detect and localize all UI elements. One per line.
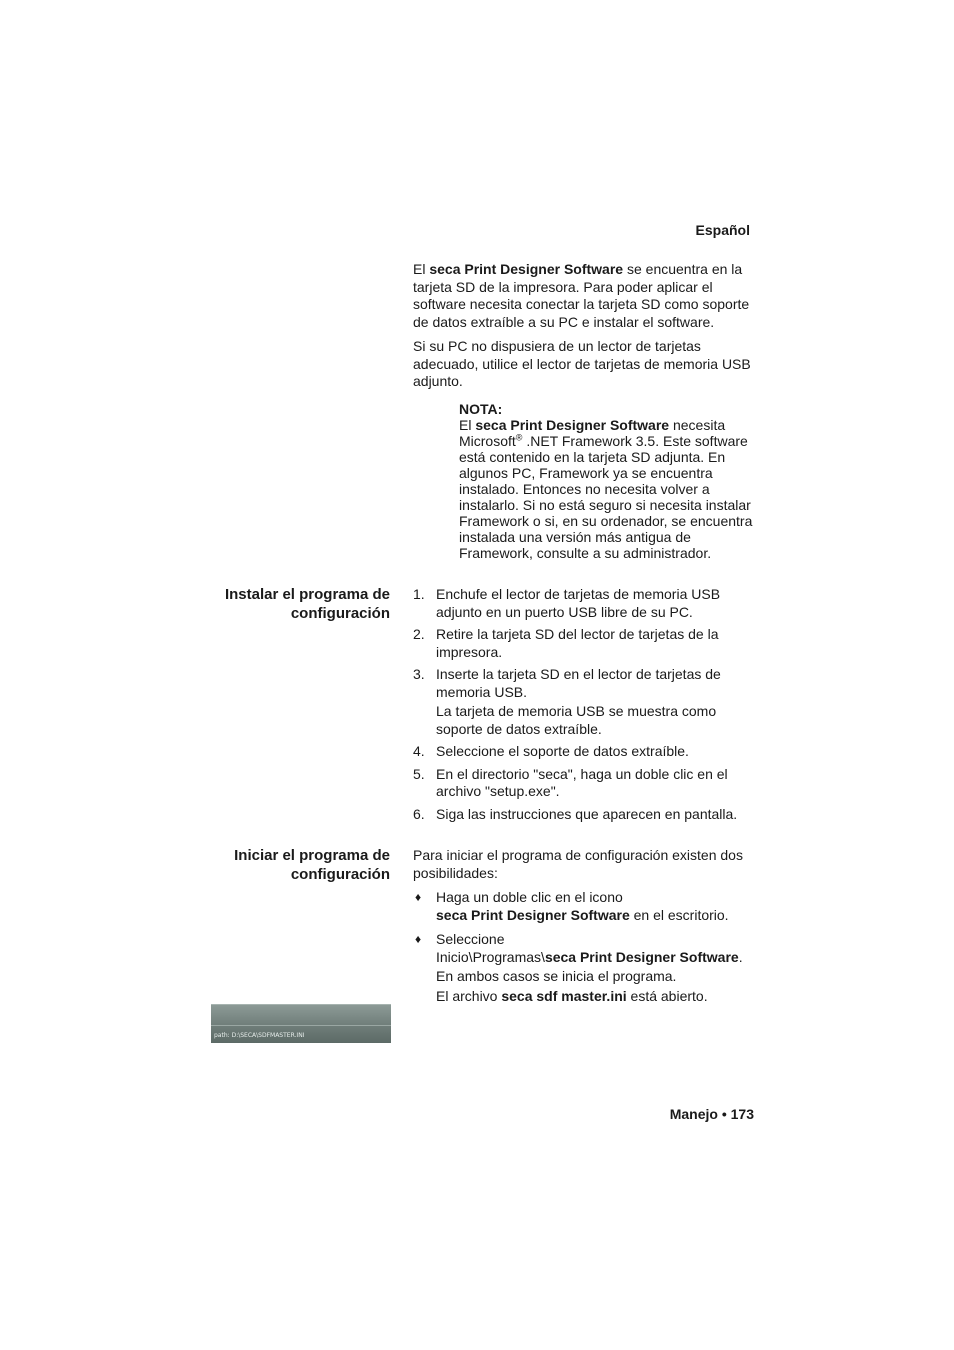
path-bar-divider (211, 1025, 391, 1026)
step-text: Siga las instrucciones que aparecen en pantalla. (436, 805, 738, 822)
path-bar-text: path: D:\SECA\SDFMASTER.INI (214, 1032, 305, 1039)
bullet-2-file-line (436, 988, 755, 1006)
bullet-1-post: en el escritorio. (629, 906, 729, 923)
step-number: 6. (413, 805, 425, 822)
step-number: 1. (413, 586, 425, 602)
start-intro: Para iniciar el programa de configuración existen dos posibilidades: (413, 847, 743, 881)
diamond-bullet-icon: ♦ (415, 890, 422, 904)
list-item (413, 586, 755, 621)
bullet-2-line2 (436, 949, 755, 967)
step-text: Retire la tarjeta SD del lector de tarjetas de la impresora. (436, 626, 719, 660)
install-heading-line1: Instalar el programa de (224, 586, 390, 603)
step-number: 5. (413, 765, 425, 782)
intro-paragraph-2: Si su PC no dispusiera de un lector de tarjetas adecuado, utilice el lector de tarjetas de memoria USB adjunto. (413, 338, 751, 389)
intro-section (413, 261, 755, 391)
install-heading-line2: configuración (290, 605, 390, 622)
list-item (413, 931, 755, 1005)
bullet-1-line2 (436, 907, 755, 925)
step-text: Inserte la tarjeta SD en el lector de tarjetas de memoria USB. (436, 666, 721, 700)
bullet-1-product-name: seca Print Designer Software (436, 906, 630, 923)
step-number: 3. (413, 666, 425, 682)
list-item (413, 766, 755, 801)
step-text: Enchufe el lector de tarjetas de memoria USB adjunto en un puerto USB libre de su PC. (436, 586, 721, 620)
step-note: La tarjeta de memoria USB se muestra como soporte de datos extraíble. (436, 703, 717, 737)
start-heading-line2: configuración (290, 866, 390, 883)
list-item (413, 666, 755, 738)
intro-text-pre: El (413, 261, 430, 277)
intro-paragraph-1 (413, 261, 755, 331)
step-number: 2. (413, 626, 425, 642)
note-text-pre: El (459, 417, 476, 433)
page-footer: Manejo • 173 (669, 1106, 754, 1122)
list-item (413, 889, 755, 924)
file-line-pre: El archivo (436, 987, 502, 1004)
note-product-name: seca Print Designer Software (475, 417, 670, 433)
bullet-2-product-name: seca Print Designer Software (544, 948, 739, 965)
start-heading-line1: Iniciar el programa de (234, 847, 390, 864)
language-header: Español (695, 222, 750, 238)
list-item (413, 626, 755, 661)
list-item (413, 806, 755, 824)
note-block (459, 401, 755, 561)
install-steps-list (413, 586, 755, 823)
list-item (413, 743, 755, 761)
bullet-2-post: . (738, 948, 743, 965)
step-text: Seleccione el soporte de datos extraíble. (436, 743, 689, 759)
file-line-post: está abierto. (626, 987, 708, 1004)
bullet-2-note: En ambos casos se inicia el programa. (436, 968, 677, 984)
start-heading (200, 846, 390, 884)
file-name: seca sdf master.ini (501, 987, 627, 1004)
note-text-post: .NET Framework 3.5. Este software está contenido en la tarjeta SD adjunta. En algunos PC, Framework ya se encuentra instalado. Entonces no necesita volver a instalarlo. Si no está seguro si necesita instalar Framework o si, en su ordenador, se encuentra instalada una versión más antigua de Framework, consulte a su administrador. (459, 433, 753, 561)
bullet-2-path: Inicio\Programas\ (436, 948, 545, 965)
bullet-2-line1: Seleccione (436, 931, 505, 947)
start-section (413, 847, 755, 1005)
diamond-bullet-icon: ♦ (415, 932, 422, 946)
intro-text-post: se encuentra en la tarjeta SD de la impresora. Para poder aplicar el software necesita conectar la tarjeta SD como soporte de datos extraíble a su PC e instalar el software. (413, 261, 750, 330)
install-heading (200, 585, 390, 623)
step-number: 4. (413, 743, 425, 759)
product-name: seca Print Designer Software (429, 261, 624, 277)
note-text-mid: necesita Microsoft (459, 417, 726, 449)
note-title: NOTA: (459, 401, 503, 417)
step-text: En el directorio "seca", haga un doble clic en el archivo "setup.exe". (436, 765, 728, 799)
path-bar-screenshot (211, 1004, 391, 1043)
bullet-1-line1: Haga un doble clic en el icono (436, 889, 623, 905)
registered-mark: ® (515, 432, 523, 443)
